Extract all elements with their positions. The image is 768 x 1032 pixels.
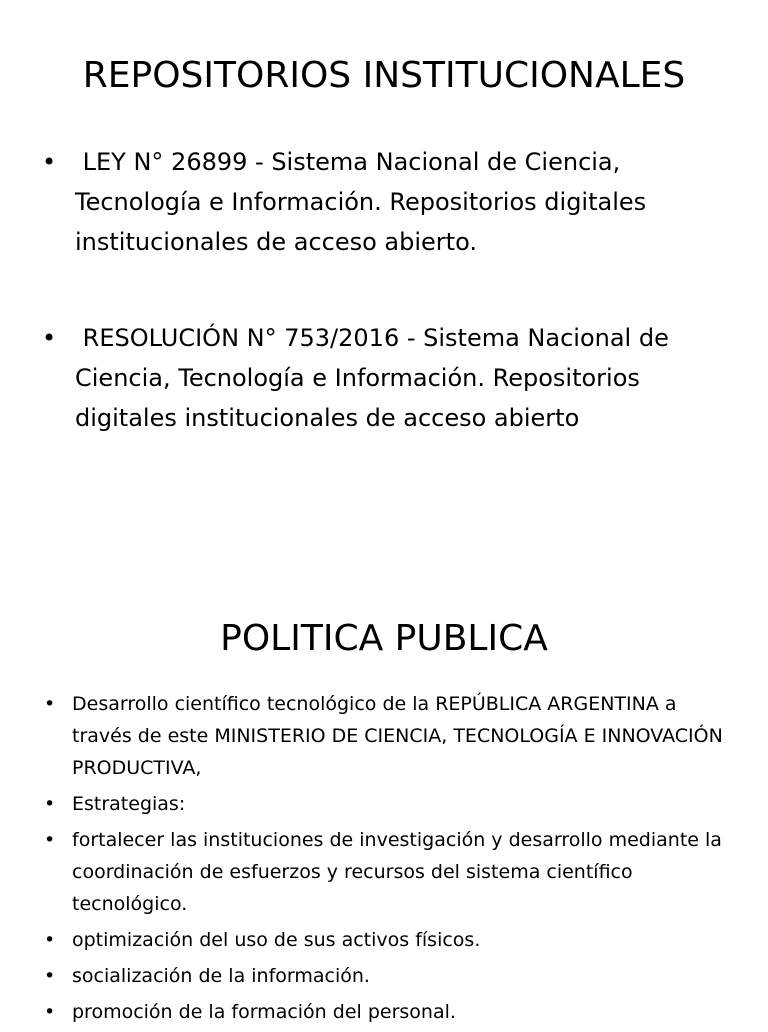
list-item-text: fortalecer las instituciones de investigación y desarrollo mediante la coordinación de esfuerzos y recursos del sistema científico tecnológico. bbox=[72, 829, 722, 915]
slide-title: POLITICA PUBLICA bbox=[220, 618, 548, 659]
bullet-icon: • bbox=[44, 1001, 56, 1023]
list-item-text: socialización de la información. bbox=[72, 965, 370, 987]
bullet-list bbox=[0, 142, 768, 438]
list-item-text: RESOLUCIÓN N° 753/2016 - Sistema Nacional de Ciencia, Tecnología e Información. Repositorios digitales institucionales de acceso abierto bbox=[75, 324, 677, 432]
list-item-text: optimización del uso de sus activos físicos. bbox=[72, 929, 481, 951]
list-item bbox=[0, 142, 768, 262]
bullet-icon: • bbox=[44, 929, 56, 951]
list-item-text: Desarrollo científico tecnológico de la REPÚBLICA ARGENTINA a través de este MINISTERIO DE CIENCIA, TECNOLOGÍA E INNOVACIÓN PRODUCTIVA, bbox=[72, 693, 723, 779]
bullet-icon: • bbox=[44, 965, 56, 987]
bullet-list bbox=[0, 688, 768, 1032]
slide-politica-publica bbox=[0, 560, 768, 1024]
bullet-icon: • bbox=[42, 324, 57, 352]
bullet-icon: • bbox=[42, 148, 57, 176]
list-item bbox=[0, 788, 768, 820]
list-item-text: Estrategias: bbox=[72, 793, 186, 815]
list-item bbox=[0, 318, 768, 438]
list-item bbox=[0, 688, 768, 784]
bullet-icon: • bbox=[44, 793, 56, 815]
list-item bbox=[0, 960, 768, 992]
list-item bbox=[0, 996, 768, 1028]
list-item-text: promoción de la formación del personal. bbox=[72, 1001, 456, 1023]
slide-title: REPOSITORIOS INSTITUCIONALES bbox=[82, 55, 686, 96]
list-item-text: LEY N° 26899 - Sistema Nacional de Ciencia, Tecnología e Información. Repositorios digitales institucionales de acceso abierto. bbox=[75, 148, 654, 256]
list-item bbox=[0, 924, 768, 956]
list-item bbox=[0, 824, 768, 920]
bullet-icon: • bbox=[44, 829, 56, 851]
bullet-icon: • bbox=[44, 693, 56, 715]
